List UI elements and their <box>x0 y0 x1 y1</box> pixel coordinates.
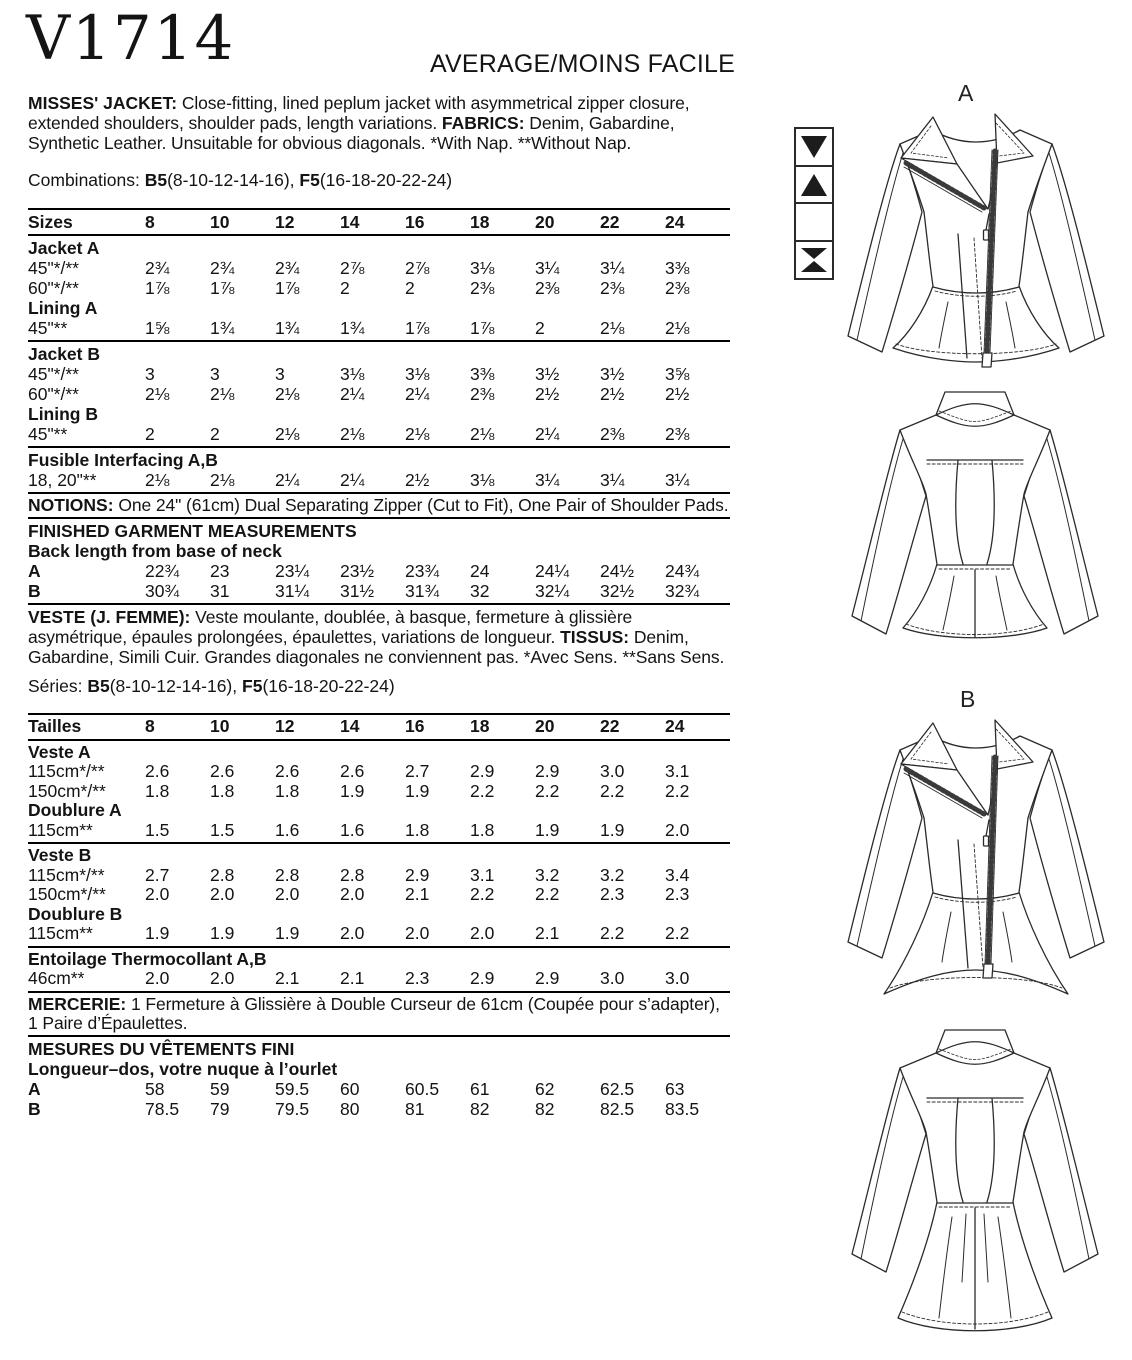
table-cell: 2.6 <box>210 761 235 781</box>
with-nap-icon <box>794 127 834 167</box>
table-cell: 2¼ <box>340 383 365 404</box>
notions-paragraph: NOTIONS: One 24" (61cm) Dual Separating Zipper (Cut to Fit), One Pair of Shoulder Pads. <box>28 494 729 515</box>
table-cell: 2 <box>405 277 415 298</box>
section-title-entoilage: Entoilage Thermocollant A,B <box>28 948 267 969</box>
mesures-subtitle: Longueur–dos, votre nuque à l’ourlet <box>28 1058 338 1079</box>
table-cell: 2 <box>535 317 545 338</box>
table-cell: 3 <box>275 363 285 384</box>
table-cell: 58 <box>145 1078 165 1099</box>
table-cell: 2¼ <box>535 423 560 444</box>
row-label: 45"*/** <box>28 257 79 278</box>
table-cell: 79.5 <box>275 1098 310 1119</box>
table-cell: 22 <box>600 211 620 232</box>
table-cell: 2 <box>145 423 155 444</box>
table-cell: 3.0 <box>600 968 625 988</box>
table-cell: 83.5 <box>665 1098 700 1119</box>
table-cell: 82.5 <box>600 1098 635 1119</box>
table-cell: 3 <box>210 363 220 384</box>
divider <box>28 234 730 236</box>
table-cell: 1.6 <box>275 819 300 840</box>
row-label: 46cm** <box>28 968 85 988</box>
table-cell: 1⅞ <box>470 317 495 338</box>
tailles-header-label: Tailles <box>28 716 82 736</box>
difficulty-rating: AVERAGE/MOINS FACILE <box>430 50 736 78</box>
table-cell: 20 <box>535 716 555 736</box>
table-row <box>28 885 730 905</box>
divider <box>28 946 730 948</box>
table-cell: 2.0 <box>145 968 170 988</box>
table-row <box>28 318 730 338</box>
fabrics-heading: FABRICS: <box>441 113 525 133</box>
pattern-number: V1714 <box>26 3 236 74</box>
table-cell: 2.2 <box>470 780 495 801</box>
table-cell: 23¾ <box>405 560 440 581</box>
table-cell: 2⅜ <box>470 383 495 404</box>
row-label: 18, 20"** <box>28 469 97 490</box>
table-cell: 80 <box>340 1098 360 1119</box>
table-cell: 22 <box>600 716 620 736</box>
section-title-jacket-a: Jacket A <box>28 237 100 258</box>
table-cell: 1.9 <box>145 923 170 943</box>
table-cell: 3⅜ <box>665 257 690 278</box>
table-cell: 2½ <box>665 383 690 404</box>
table-cell: 23½ <box>340 560 375 581</box>
table-cell: 2.2 <box>600 923 625 943</box>
table-cell: 3.0 <box>665 968 690 988</box>
table-row <box>28 969 730 989</box>
table-cell: 32½ <box>600 580 635 601</box>
table-cell: 1.5 <box>210 819 235 840</box>
table-cell: 8 <box>145 716 155 736</box>
table-cell: 22¾ <box>145 560 180 581</box>
table-cell: 1¾ <box>340 317 365 338</box>
divider <box>28 208 730 210</box>
table-cell: 2.1 <box>535 923 560 943</box>
combinations-line: Combinations: B5(8-10-12-14-16), F5(16-18-20-22-24) <box>28 170 453 190</box>
table-cell: 2.6 <box>340 761 365 781</box>
text-column <box>28 93 730 1119</box>
table-cell: 3½ <box>600 363 625 384</box>
blank-box-icon <box>794 202 834 242</box>
table-cell: 3.2 <box>600 864 625 885</box>
table-cell: 2½ <box>600 383 625 404</box>
table-cell: 1¾ <box>275 317 300 338</box>
table-cell: 1.8 <box>210 780 235 801</box>
table-cell: 2.3 <box>665 884 690 904</box>
table-cell: 2⅜ <box>665 423 690 444</box>
table-cell: 3⅜ <box>470 363 495 384</box>
table-cell: 3½ <box>535 363 560 384</box>
table-cell: 2.0 <box>340 923 365 943</box>
table-cell: 1.8 <box>145 780 170 801</box>
table-cell: 3¼ <box>600 469 625 490</box>
jacket-b-back-illustration <box>842 1022 1108 1354</box>
table-cell: 2⅜ <box>665 277 690 298</box>
divider <box>28 517 730 519</box>
table-cell: 18 <box>470 211 490 232</box>
finished-garment-title: FINISHED GARMENT MEASUREMENTS <box>28 520 357 541</box>
table-cell: 16 <box>405 716 425 736</box>
table-cell: 61 <box>470 1078 490 1099</box>
table-cell: 32¾ <box>665 580 700 601</box>
row-label: 150cm*/** <box>28 780 106 801</box>
table-cell: 3¼ <box>665 469 690 490</box>
table-cell: 12 <box>275 211 295 232</box>
divider <box>28 492 730 494</box>
table-row <box>28 470 730 490</box>
table-cell: 2⅛ <box>210 469 235 490</box>
table-cell: 60.5 <box>405 1078 440 1099</box>
table-cell: 2⅜ <box>600 423 625 444</box>
table-cell: 3⅛ <box>470 257 495 278</box>
table-cell: 79 <box>210 1098 230 1119</box>
table-cell: 2.9 <box>405 864 430 885</box>
table-cell: 30¾ <box>145 580 180 601</box>
table-cell: 1.8 <box>405 819 430 840</box>
table-cell: 2¼ <box>275 469 300 490</box>
table-cell: 31½ <box>340 580 375 601</box>
table-cell: 2.3 <box>405 968 430 988</box>
table-cell: 2.0 <box>210 884 235 904</box>
table-cell: 2⅛ <box>275 383 300 404</box>
row-label-view-a: A <box>28 1078 41 1099</box>
table-cell: 2.7 <box>145 864 170 885</box>
table-cell: 2½ <box>535 383 560 404</box>
table-cell: 3.4 <box>665 864 690 885</box>
table-row <box>28 561 730 581</box>
section-title-veste-a: Veste A <box>28 741 91 762</box>
table-cell: 24½ <box>600 560 635 581</box>
table-cell: 2⅛ <box>210 383 235 404</box>
table-cell: 3¼ <box>535 469 560 490</box>
table-cell: 23¼ <box>275 560 310 581</box>
view-b-label: B <box>960 686 976 712</box>
table-row <box>28 364 730 384</box>
divider <box>28 340 730 342</box>
table-row <box>28 384 730 404</box>
table-cell: 31¼ <box>275 580 310 601</box>
table-row <box>28 1099 730 1119</box>
table-cell: 16 <box>405 211 425 232</box>
section-title-lining-a: Lining A <box>28 297 98 318</box>
table-cell: 3.1 <box>470 864 495 885</box>
table-cell: 2⅛ <box>145 383 170 404</box>
table-cell: 10 <box>210 211 230 232</box>
table-cell: 3⅛ <box>470 469 495 490</box>
table-cell: 2⅜ <box>535 277 560 298</box>
row-label: 45"** <box>28 317 68 338</box>
tissus-heading: TISSUS: <box>560 626 630 647</box>
section-title-fusible-interfacing: Fusible Interfacing A,B <box>28 449 218 470</box>
table-cell: 1⅝ <box>145 317 170 338</box>
table-cell: 2⅞ <box>340 257 365 278</box>
table-cell: 2.8 <box>340 864 365 885</box>
table-row <box>28 866 730 886</box>
table-header-row <box>28 717 730 737</box>
table-cell: 2.1 <box>275 968 300 988</box>
row-label: 150cm*/** <box>28 884 106 904</box>
with-or-without-nap-icon <box>794 240 834 280</box>
table-cell: 2.0 <box>405 923 430 943</box>
table-cell: 2⅛ <box>600 317 625 338</box>
table-cell: 2.0 <box>210 968 235 988</box>
notions-heading: NOTIONS: <box>28 494 114 515</box>
table-cell: 12 <box>275 716 295 736</box>
table-header-row <box>28 212 730 232</box>
table-cell: 24¼ <box>535 560 570 581</box>
table-cell: 2⅛ <box>145 469 170 490</box>
table-cell: 2½ <box>405 469 430 490</box>
table-cell: 1.9 <box>275 923 300 943</box>
table-cell: 1.9 <box>600 819 625 840</box>
table-cell: 2⅛ <box>275 423 300 444</box>
table-cell: 1⅞ <box>405 317 430 338</box>
table-cell: 24 <box>665 211 685 232</box>
table-cell: 1.8 <box>470 819 495 840</box>
table-row <box>28 1079 730 1099</box>
row-label: 115cm*/** <box>28 864 105 885</box>
table-cell: 2.2 <box>535 884 560 904</box>
description-french: VESTE (J. FEMME): Veste moulante, doublée, à basque, fermeture à glissière asymétrique, épaules prolongées, épaulettes, variations de longueur. TISSUS: Denim, Gabardine, Simili Cuir. Grandes diagonales ne conviennent pas. *Avec Sens. **Sans Sens. <box>28 606 725 667</box>
table-cell: 2.1 <box>405 884 430 904</box>
jacket-a-back-illustration <box>842 384 1108 656</box>
section-title-jacket-b: Jacket B <box>28 343 100 364</box>
divider <box>28 446 730 448</box>
table-cell: 82 <box>535 1098 555 1119</box>
table-cell: 24 <box>665 716 685 736</box>
table-cell: 2⅛ <box>405 423 430 444</box>
table-cell: 18 <box>470 716 490 736</box>
table-cell: 31¾ <box>405 580 440 601</box>
table-cell: 2.1 <box>340 968 365 988</box>
table-cell: 3⅛ <box>340 363 365 384</box>
divider <box>28 991 730 993</box>
divider <box>28 1035 730 1037</box>
description-en-heading: MISSES' JACKET: <box>28 93 178 113</box>
table-cell: 32¼ <box>535 580 570 601</box>
mercerie-heading: MERCERIE: <box>28 993 127 1014</box>
table-cell: 3¼ <box>535 257 560 278</box>
table-cell: 1.9 <box>340 780 365 801</box>
table-row <box>28 424 730 444</box>
table-cell: 32 <box>470 580 490 601</box>
divider <box>28 842 730 844</box>
table-cell: 2.2 <box>535 780 560 801</box>
finished-garment-subtitle: Back length from base of neck <box>28 540 282 561</box>
table-cell: 2⅜ <box>600 277 625 298</box>
table-cell: 3¼ <box>600 257 625 278</box>
row-label: 60"*/** <box>28 383 79 404</box>
table-cell: 2 <box>210 423 220 444</box>
section-title-veste-b: Veste B <box>28 845 92 865</box>
table-cell: 2.2 <box>665 923 690 943</box>
table-cell: 3⅝ <box>665 363 690 384</box>
table-cell: 78.5 <box>145 1098 180 1119</box>
table-cell: 63 <box>665 1078 685 1099</box>
jacket-a-front-illustration <box>836 106 1116 374</box>
table-cell: 59 <box>210 1078 230 1099</box>
description-english: MISSES' JACKET: Close-fitting, lined peplum jacket with asymmetrical zipper closure, extended shoulders, shoulder pads, length variations. FABRICS: Denim, Gabardine, Synthetic Leather. Unsuitable for obvious diagonals. *With Nap. **Without Nap. <box>28 93 690 153</box>
table-cell: 2.2 <box>665 780 690 801</box>
table-cell: 1⅞ <box>210 277 235 298</box>
table-cell: 2 <box>340 277 350 298</box>
table-cell: 2⅛ <box>665 317 690 338</box>
table-cell: 2¼ <box>340 469 365 490</box>
row-label-view-a: A <box>28 560 41 581</box>
view-a-label: A <box>958 80 974 106</box>
row-label: 45"*/** <box>28 363 79 384</box>
table-row <box>28 278 730 298</box>
table-cell: 2¾ <box>210 257 235 278</box>
sizes-header-label: Sizes <box>28 211 73 232</box>
table-cell: 1.8 <box>275 780 300 801</box>
table-cell: 2.8 <box>275 864 300 885</box>
table-cell: 2.0 <box>275 884 300 904</box>
table-cell: 2.0 <box>470 923 495 943</box>
table-cell: 2⅛ <box>470 423 495 444</box>
row-label: 115cm** <box>28 819 93 840</box>
yardage-table-french <box>28 713 730 993</box>
table-cell: 2¼ <box>405 383 430 404</box>
table-row <box>28 821 730 841</box>
table-cell: 2.3 <box>600 884 625 904</box>
table-cell: 62.5 <box>600 1078 635 1099</box>
table-row <box>28 782 730 802</box>
table-cell: 24 <box>470 560 490 581</box>
divider <box>28 739 730 741</box>
table-cell: 3 <box>145 363 155 384</box>
table-cell: 2⅛ <box>340 423 365 444</box>
divider <box>28 713 730 715</box>
series-line: Séries: B5(8-10-12-14-16), F5(16-18-20-22-24) <box>28 675 395 696</box>
table-cell: 8 <box>145 211 155 232</box>
table-cell: 3.0 <box>600 761 625 781</box>
row-label: 45"** <box>28 423 68 444</box>
table-cell: 2¾ <box>145 257 170 278</box>
table-cell: 1.9 <box>210 923 235 943</box>
table-cell: 3.1 <box>665 761 690 781</box>
table-cell: 3⅛ <box>405 363 430 384</box>
table-cell: 14 <box>340 211 360 232</box>
table-cell: 31 <box>210 580 230 601</box>
table-cell: 2.2 <box>470 884 495 904</box>
mesures-title: MESURES DU VÊTEMENTS FINI <box>28 1038 295 1059</box>
table-cell: 1.5 <box>145 819 170 840</box>
table-cell: 2.0 <box>145 884 170 904</box>
table-row <box>28 258 730 278</box>
table-cell: 1.9 <box>405 780 430 801</box>
table-cell: 2.8 <box>210 864 235 885</box>
row-label: 115cm*/** <box>28 761 105 781</box>
table-cell: 23 <box>210 560 230 581</box>
cutting-layout-symbol-strip <box>794 127 834 280</box>
table-cell: 14 <box>340 716 360 736</box>
table-cell: 10 <box>210 716 230 736</box>
table-cell: 2.9 <box>535 761 560 781</box>
table-cell: 2.9 <box>470 968 495 988</box>
table-cell: 24¾ <box>665 560 700 581</box>
table-row <box>28 581 730 601</box>
table-cell: 3.2 <box>535 864 560 885</box>
row-label-view-b: B <box>28 1098 41 1119</box>
table-cell: 2.9 <box>470 761 495 781</box>
table-cell: 2.9 <box>535 968 560 988</box>
without-nap-icon <box>794 165 834 205</box>
row-label: 60"*/** <box>28 277 79 298</box>
table-cell: 1¾ <box>210 317 235 338</box>
section-title-lining-b: Lining B <box>28 403 98 424</box>
row-label: 115cm** <box>28 923 93 943</box>
table-cell: 2.0 <box>340 884 365 904</box>
table-row <box>28 924 730 944</box>
table-cell: 60 <box>340 1078 360 1099</box>
jacket-b-front-illustration <box>836 712 1116 1014</box>
yardage-table-english <box>28 208 730 494</box>
table-cell: 1⅞ <box>275 277 300 298</box>
table-cell: 2⅜ <box>470 277 495 298</box>
table-cell: 1.9 <box>535 819 560 840</box>
row-label-view-b: B <box>28 580 41 601</box>
table-cell: 82 <box>470 1098 490 1119</box>
table-cell: 2.6 <box>275 761 300 781</box>
divider <box>28 603 730 605</box>
table-cell: 2.2 <box>600 780 625 801</box>
description-fr-heading: VESTE (J. FEMME): <box>28 606 191 627</box>
mercerie-paragraph: MERCERIE: 1 Fermeture à Glissière à Double Curseur de 61cm (Coupée pour s’adapter), 1 Paire d’Épaulettes. <box>28 993 720 1033</box>
table-cell: 2¾ <box>275 257 300 278</box>
table-cell: 2⅞ <box>405 257 430 278</box>
table-cell: 1.6 <box>340 819 365 840</box>
table-cell: 81 <box>405 1098 425 1119</box>
table-cell: 1⅞ <box>145 277 170 298</box>
table-cell: 20 <box>535 211 555 232</box>
table-row <box>28 762 730 782</box>
section-title-doublure-b: Doublure B <box>28 903 123 924</box>
table-cell: 62 <box>535 1078 555 1099</box>
table-cell: 2.7 <box>405 761 430 781</box>
table-cell: 2.6 <box>145 761 170 781</box>
table-cell: 59.5 <box>275 1078 310 1099</box>
section-title-doublure-a: Doublure A <box>28 800 122 820</box>
table-cell: 2.0 <box>665 819 690 840</box>
